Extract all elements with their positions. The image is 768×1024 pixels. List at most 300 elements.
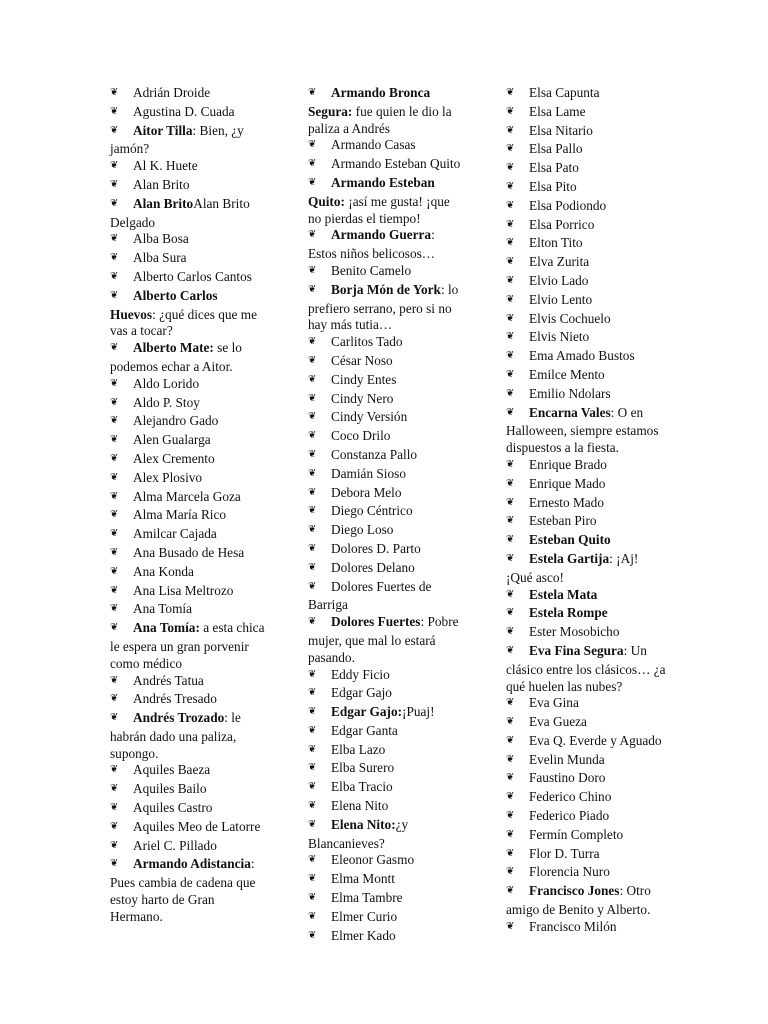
fleuron-bullet-icon: ❦ — [110, 693, 119, 705]
entry-name: Federico Chino — [529, 789, 612, 805]
list-item — [506, 495, 666, 514]
list-item — [506, 217, 666, 236]
list-item — [110, 545, 266, 564]
entry-name: Aitor Tilla — [133, 122, 193, 138]
list-item — [110, 288, 266, 340]
entry-text: fue quien le dio la paliza a Andrés — [308, 103, 452, 136]
list-item — [110, 507, 266, 526]
entry-name: Dolores Fuertes de Barriga — [308, 578, 432, 613]
list-item — [308, 541, 464, 560]
fleuron-bullet-icon: ❦ — [506, 350, 515, 362]
entry-name: Diego Céntrico — [331, 503, 413, 519]
entry-name: Enrique Mado — [529, 475, 606, 491]
fleuron-bullet-icon: ❦ — [506, 387, 515, 399]
entry-name: Elma Tambre — [331, 890, 403, 906]
list-item — [110, 250, 266, 269]
entry-name: Ana Konda — [133, 563, 194, 579]
list-item — [110, 819, 266, 838]
entry-name: Aquiles Baeza — [133, 762, 211, 778]
list-item — [308, 798, 464, 817]
fleuron-bullet-icon: ❦ — [110, 565, 119, 577]
fleuron-bullet-icon: ❦ — [110, 396, 119, 408]
fleuron-bullet-icon: ❦ — [506, 496, 515, 508]
fleuron-bullet-icon: ❦ — [506, 368, 515, 380]
entry-name: Elvio Lado — [529, 272, 589, 288]
list-item — [506, 329, 666, 348]
fleuron-bullet-icon: ❦ — [506, 866, 515, 878]
list-item — [308, 579, 464, 615]
list-item — [308, 466, 464, 485]
list-item — [506, 123, 666, 142]
list-item — [110, 691, 266, 710]
list-item — [110, 432, 266, 451]
fleuron-bullet-icon: ❦ — [506, 256, 515, 268]
list-item — [506, 254, 666, 273]
fleuron-bullet-icon: ❦ — [110, 105, 119, 117]
entry-name: Edgar Gajo: — [331, 704, 403, 720]
entry-name: Esteban Quito — [529, 532, 611, 548]
fleuron-bullet-icon: ❦ — [506, 477, 515, 489]
list-item — [506, 104, 666, 123]
entry-name: Francisco Jones — [529, 883, 620, 899]
entry-name: Francisco Milón — [529, 918, 617, 934]
entry-text: ¡así me gusta! ¡que no pierdas el tiempo! — [308, 193, 450, 226]
entry-name: Alex Plosivo — [133, 469, 203, 485]
list-item — [506, 695, 666, 714]
list-item — [506, 919, 666, 938]
list-item — [506, 476, 666, 495]
entry-name: César Noso — [331, 352, 393, 368]
fleuron-bullet-icon: ❦ — [506, 162, 515, 174]
entry-name: Elba Lazo — [331, 741, 386, 757]
entry-name: Emilio Ndolars — [529, 385, 611, 401]
list-item — [110, 564, 266, 583]
fleuron-bullet-icon: ❦ — [308, 139, 317, 151]
entry-name: Ana Tomía — [133, 601, 193, 617]
list-item — [110, 395, 266, 414]
entry-name: Estela Mata — [529, 586, 598, 602]
fleuron-bullet-icon: ❦ — [110, 289, 119, 301]
fleuron-bullet-icon: ❦ — [110, 452, 119, 464]
list-item — [506, 405, 666, 457]
entry-name: Alan Brito — [133, 176, 190, 192]
fleuron-bullet-icon: ❦ — [506, 828, 515, 840]
fleuron-bullet-icon: ❦ — [506, 920, 515, 932]
entry-name: Elsa Podiondo — [529, 197, 607, 213]
fleuron-bullet-icon: ❦ — [308, 616, 317, 628]
fleuron-bullet-icon: ❦ — [110, 858, 119, 870]
fleuron-bullet-icon: ❦ — [308, 336, 317, 348]
list-item — [110, 123, 266, 159]
list-item — [110, 489, 266, 508]
entry-name: Faustino Doro — [529, 770, 606, 786]
entry-name: Alen Gualarga — [133, 432, 211, 448]
entry-name: Elsa Porrico — [529, 216, 595, 232]
entry-name: Diego Loso — [331, 522, 394, 538]
entry-text: : lo prefiero serrano, pero si no hay más tutia… — [308, 281, 459, 333]
entry-name: Carlitos Tado — [331, 334, 403, 350]
fleuron-bullet-icon: ❦ — [110, 178, 119, 190]
fleuron-bullet-icon: ❦ — [308, 800, 317, 812]
list-item — [308, 871, 464, 890]
list-item — [110, 451, 266, 470]
entry-name: Alberto Mate: — [133, 340, 214, 356]
list-item — [110, 269, 266, 288]
fleuron-bullet-icon: ❦ — [506, 716, 515, 728]
entry-name: Eva Q. Everde y Aguado — [529, 732, 662, 748]
entry-name: Elvis Cochuelo — [529, 310, 611, 326]
fleuron-bullet-icon: ❦ — [506, 199, 515, 211]
fleuron-bullet-icon: ❦ — [110, 603, 119, 615]
fleuron-bullet-icon: ❦ — [308, 781, 317, 793]
entry-name: Damián Sioso — [331, 465, 406, 481]
entry-name: Armando Bronca Segura: — [308, 85, 431, 119]
list-item — [110, 177, 266, 196]
entry-name: Aquiles Meo de Latorre — [133, 818, 261, 834]
entry-name: Alba Sura — [133, 250, 187, 266]
entry-name: Aquiles Castro — [133, 800, 213, 816]
list-item — [308, 227, 464, 263]
entry-name: Ana Tomía: — [133, 620, 200, 636]
entry-name: Andrés Trozado — [133, 710, 225, 726]
entry-text: : O en Halloween, siempre estamos dispuestos a la fiesta. — [506, 404, 659, 456]
fleuron-bullet-icon: ❦ — [110, 434, 119, 446]
entry-text: se lo podemos echar a Aitor. — [110, 340, 242, 374]
list-item — [308, 85, 464, 137]
list-item — [308, 334, 464, 353]
fleuron-bullet-icon: ❦ — [506, 734, 515, 746]
entry-name: Alejandro Gado — [133, 413, 219, 429]
fleuron-bullet-icon: ❦ — [506, 644, 515, 656]
fleuron-bullet-icon: ❦ — [110, 377, 119, 389]
fleuron-bullet-icon: ❦ — [110, 124, 119, 136]
entry-name: Elvio Lento — [529, 291, 593, 307]
fleuron-bullet-icon: ❦ — [308, 264, 317, 276]
entry-name: Ernesto Mado — [529, 494, 604, 510]
list-item — [110, 800, 266, 819]
list-item — [506, 624, 666, 643]
fleuron-bullet-icon: ❦ — [110, 674, 119, 686]
fleuron-bullet-icon: ❦ — [308, 283, 317, 295]
list-item — [308, 890, 464, 909]
entry-name: Federico Piado — [529, 808, 610, 824]
fleuron-bullet-icon: ❦ — [506, 87, 515, 98]
entry-name: Ema Amado Bustos — [529, 348, 635, 364]
fleuron-bullet-icon: ❦ — [308, 724, 317, 736]
fleuron-bullet-icon: ❦ — [308, 354, 317, 366]
entry-name: Armando Adistancia — [133, 856, 251, 872]
list-item — [506, 273, 666, 292]
fleuron-bullet-icon: ❦ — [110, 490, 119, 502]
fleuron-bullet-icon: ❦ — [506, 772, 515, 784]
entry-text: : ¿qué dices que me vas a tocar? — [110, 306, 257, 339]
entry-text: : Estos niños belicosos… — [308, 227, 436, 262]
list-item — [110, 620, 266, 672]
entry-text: Alan Brito Delgado — [110, 195, 250, 230]
fleuron-bullet-icon: ❦ — [506, 607, 515, 619]
list-item — [308, 614, 464, 666]
entry-name: Esteban Piro — [529, 513, 597, 529]
fleuron-bullet-icon: ❦ — [506, 406, 515, 418]
list-item — [308, 852, 464, 871]
entry-name: Constanza Pallo — [331, 446, 418, 462]
fleuron-bullet-icon: ❦ — [506, 552, 515, 564]
list-item — [506, 551, 666, 587]
entry-name: Elma Montt — [331, 871, 395, 887]
fleuron-bullet-icon: ❦ — [110, 802, 119, 814]
list-item — [506, 752, 666, 771]
fleuron-bullet-icon: ❦ — [308, 430, 317, 442]
entry-text: ¿y Blancanieves? — [308, 816, 409, 851]
fleuron-bullet-icon: ❦ — [506, 626, 515, 638]
list-item — [110, 158, 266, 177]
entry-name: Coco Drilo — [331, 428, 391, 444]
fleuron-bullet-icon: ❦ — [308, 706, 317, 718]
fleuron-bullet-icon: ❦ — [110, 160, 119, 172]
fleuron-bullet-icon: ❦ — [308, 929, 317, 941]
fleuron-bullet-icon: ❦ — [308, 229, 317, 241]
entry-name: Alma Marcela Goza — [133, 488, 241, 504]
list-item — [308, 372, 464, 391]
fleuron-bullet-icon: ❦ — [308, 158, 317, 170]
fleuron-bullet-icon: ❦ — [506, 180, 515, 192]
fleuron-bullet-icon: ❦ — [308, 373, 317, 385]
list-item — [506, 292, 666, 311]
entry-name: Alberto Carlos Huevos — [110, 287, 218, 322]
list-item — [308, 156, 464, 175]
fleuron-bullet-icon: ❦ — [110, 342, 119, 354]
entry-name: Cindy Versión — [331, 409, 408, 425]
fleuron-bullet-icon: ❦ — [110, 252, 119, 264]
entry-name: Elba Tracio — [331, 779, 393, 795]
list-item — [506, 311, 666, 330]
fleuron-bullet-icon: ❦ — [506, 124, 515, 136]
entry-name: Emilce Mento — [529, 366, 605, 382]
list-item — [308, 779, 464, 798]
entry-name: Elba Surero — [331, 760, 395, 776]
list-item — [110, 85, 266, 104]
list-item — [110, 673, 266, 692]
list-item — [308, 485, 464, 504]
entry-text: : Otro amigo de Benito y Alberto. — [506, 883, 651, 918]
list-item — [110, 526, 266, 545]
fleuron-bullet-icon: ❦ — [308, 176, 317, 188]
fleuron-bullet-icon: ❦ — [110, 712, 119, 724]
list-item — [308, 282, 464, 334]
fleuron-bullet-icon: ❦ — [308, 910, 317, 922]
fleuron-bullet-icon: ❦ — [110, 528, 119, 540]
entry-name: Flor D. Turra — [529, 845, 600, 861]
entry-name: Debora Melo — [331, 484, 402, 500]
entry-name: Borja Món de York — [331, 281, 441, 297]
fleuron-bullet-icon: ❦ — [110, 584, 119, 596]
list-item — [110, 470, 266, 489]
entry-name: Eddy Ficio — [331, 666, 390, 682]
list-item — [110, 856, 266, 925]
fleuron-bullet-icon: ❦ — [308, 392, 317, 404]
fleuron-bullet-icon: ❦ — [506, 515, 515, 527]
entry-name: Elva Zurita — [529, 254, 590, 270]
list-item — [506, 179, 666, 198]
list-item — [506, 348, 666, 367]
list-item — [506, 386, 666, 405]
fleuron-bullet-icon: ❦ — [506, 293, 515, 305]
entry-name: Estela Rompe — [529, 605, 608, 621]
list-item — [308, 409, 464, 428]
entry-name: Alma María Rico — [133, 507, 227, 523]
fleuron-bullet-icon: ❦ — [308, 505, 317, 517]
entry-name: Elsa Pato — [529, 160, 579, 176]
entry-name: Dolores Fuertes — [331, 614, 421, 630]
list-item — [308, 428, 464, 447]
fleuron-bullet-icon: ❦ — [308, 561, 317, 573]
fleuron-bullet-icon: ❦ — [110, 839, 119, 851]
list-item — [110, 196, 266, 232]
fleuron-bullet-icon: ❦ — [506, 331, 515, 343]
column-1 — [110, 85, 266, 926]
list-item — [308, 760, 464, 779]
entry-name: Elsa Capunta — [529, 85, 600, 100]
fleuron-bullet-icon: ❦ — [308, 486, 317, 498]
fleuron-bullet-icon: ❦ — [506, 237, 515, 249]
list-item — [308, 723, 464, 742]
entry-name: Al K. Huete — [133, 158, 198, 174]
entry-name: Alex Cremento — [133, 450, 215, 466]
entry-name: Elena Nito — [331, 798, 389, 814]
entry-name: Elsa Pito — [529, 178, 577, 194]
list-item — [110, 340, 266, 376]
list-item — [506, 846, 666, 865]
fleuron-bullet-icon: ❦ — [110, 820, 119, 832]
fleuron-bullet-icon: ❦ — [506, 534, 515, 546]
list-item — [308, 704, 464, 723]
entry-name: Elvis Nieto — [529, 329, 590, 345]
entry-name: Elsa Nitario — [529, 122, 593, 138]
fleuron-bullet-icon: ❦ — [110, 622, 119, 634]
list-item — [506, 643, 666, 695]
list-item — [308, 928, 464, 947]
entry-name: Armando Esteban Quito: — [308, 174, 435, 209]
list-item — [110, 710, 266, 762]
fleuron-bullet-icon: ❦ — [506, 274, 515, 286]
entry-name: Elmer Curio — [331, 908, 398, 924]
list-item — [308, 353, 464, 372]
entry-name: Alberto Carlos Cantos — [133, 268, 252, 284]
fleuron-bullet-icon: ❦ — [506, 218, 515, 230]
fleuron-bullet-icon: ❦ — [110, 233, 119, 245]
entry-name: Fermín Completo — [529, 826, 624, 842]
fleuron-bullet-icon: ❦ — [308, 580, 317, 592]
entry-name: Elton Tito — [529, 235, 583, 251]
fleuron-bullet-icon: ❦ — [506, 885, 515, 897]
list-item — [506, 141, 666, 160]
list-item — [506, 85, 666, 104]
fleuron-bullet-icon: ❦ — [506, 458, 515, 470]
list-item — [308, 503, 464, 522]
list-item — [506, 883, 666, 919]
entry-text: a esta chica le espera un gran porvenir como médico — [110, 620, 265, 671]
entry-name: Eva Gueza — [529, 714, 587, 730]
list-item — [110, 762, 266, 781]
fleuron-bullet-icon: ❦ — [308, 743, 317, 755]
entry-name: Cindy Nero — [331, 390, 394, 406]
fleuron-bullet-icon: ❦ — [308, 542, 317, 554]
list-item — [308, 742, 464, 761]
list-item — [110, 583, 266, 602]
list-item — [506, 789, 666, 808]
entry-name: Armando Guerra — [331, 227, 432, 243]
list-item — [110, 376, 266, 395]
list-item — [110, 104, 266, 123]
fleuron-bullet-icon: ❦ — [308, 467, 317, 479]
list-item — [506, 513, 666, 532]
fleuron-bullet-icon: ❦ — [308, 668, 317, 680]
entry-name: Ester Mosobicho — [529, 624, 620, 640]
fleuron-bullet-icon: ❦ — [110, 764, 119, 776]
list-item — [506, 714, 666, 733]
fleuron-bullet-icon: ❦ — [110, 509, 119, 521]
fleuron-bullet-icon: ❦ — [506, 697, 515, 709]
list-item — [506, 864, 666, 883]
fleuron-bullet-icon: ❦ — [110, 471, 119, 483]
list-item — [506, 198, 666, 217]
list-item — [506, 235, 666, 254]
entry-name: Edgar Gajo — [331, 685, 392, 701]
entry-name: Estela Gartija — [529, 550, 610, 566]
entry-name: Aldo P. Stoy — [133, 394, 200, 410]
fleuron-bullet-icon: ❦ — [308, 762, 317, 774]
entry-text: ¡Puaj! — [402, 704, 435, 720]
entry-name: Encarna Vales — [529, 404, 611, 420]
list-item — [308, 137, 464, 156]
fleuron-bullet-icon: ❦ — [110, 415, 119, 427]
entry-name: Adrián Droide — [133, 85, 211, 100]
fleuron-bullet-icon: ❦ — [506, 847, 515, 859]
list-item — [308, 667, 464, 686]
list-item — [110, 781, 266, 800]
fleuron-bullet-icon: ❦ — [506, 753, 515, 765]
entry-name: Elsa Lame — [529, 103, 586, 119]
list-item — [506, 733, 666, 752]
entry-name: Armando Esteban Quito — [331, 156, 461, 172]
list-item — [308, 447, 464, 466]
list-item — [308, 685, 464, 704]
fleuron-bullet-icon: ❦ — [308, 854, 317, 866]
fleuron-bullet-icon: ❦ — [506, 312, 515, 324]
fleuron-bullet-icon: ❦ — [110, 546, 119, 558]
fleuron-bullet-icon: ❦ — [308, 448, 317, 460]
fleuron-bullet-icon: ❦ — [308, 873, 317, 885]
fleuron-bullet-icon: ❦ — [110, 783, 119, 795]
entry-name: Andrés Tresado — [133, 691, 217, 707]
entry-name: Ana Lisa Meltrozo — [133, 582, 234, 598]
list-item — [506, 587, 666, 606]
list-item — [506, 827, 666, 846]
fleuron-bullet-icon: ❦ — [308, 411, 317, 423]
list-item — [506, 160, 666, 179]
entry-name: Cindy Entes — [331, 371, 397, 387]
fleuron-bullet-icon: ❦ — [506, 791, 515, 803]
fleuron-bullet-icon: ❦ — [110, 270, 119, 282]
entry-text: : Bien, ¿y jamón? — [110, 122, 244, 157]
entry-name: Edgar Ganta — [331, 722, 398, 738]
entry-name: Elmer Kado — [331, 927, 396, 943]
entry-text: : le habrán dado una paliza, supongo. — [110, 710, 241, 761]
entry-name: Aldo Lorido — [133, 375, 200, 391]
entry-name: Aquiles Bailo — [133, 781, 207, 797]
fleuron-bullet-icon: ❦ — [308, 524, 317, 536]
list-item — [506, 808, 666, 827]
